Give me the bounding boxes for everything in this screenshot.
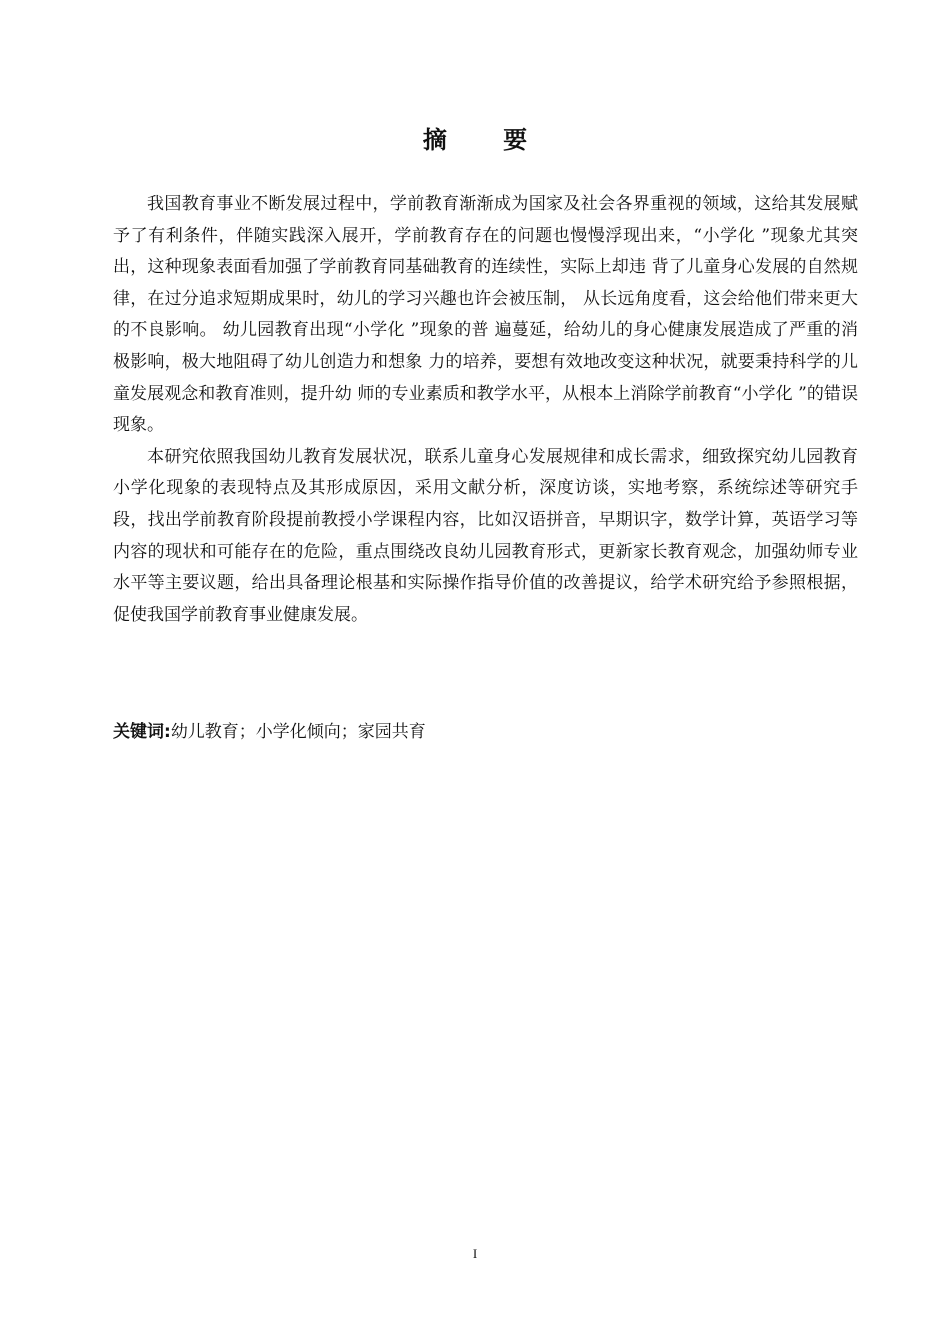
page-number: I xyxy=(472,1246,478,1261)
abstract-body xyxy=(113,189,858,631)
abstract-title: 摘 要 xyxy=(422,126,552,154)
keywords-label: 关键词: xyxy=(113,722,171,742)
abstract-paragraph-2: 本研究依照我国幼儿教育发展状况，联系儿童身心发展规律和成长需求，细致探究幼儿园教育小学化现象的表现特点及其形成原因，采用文献分析，深度访谈，实地考察，系统综述等研究手段，找出学前教育阶段提前教授小学课程内容，比如汉语拼音，早期识字，数学计算，英语学习等内容的现状和可能存在的危险，重点围绕改良幼儿园教育形式，更新家长教育观念，加强幼师专业水平等主要议题，给出具备理论根基和实际操作指导价值的改善提议，给学术研究给予参照根据，促使我国学前教育事业健康发展。 xyxy=(113,446,858,625)
abstract-paragraph-1: 我国教育事业不断发展过程中，学前教育渐渐成为国家及社会各界重视的领域，这给其发展赋予了有利条件，伴随实践深入展开，学前教育存在的问题也慢慢浮现出来，“小学化 ”现象尤其突出，这种现象表面看加强了学前教育同基础教育的连续性，实际上却违 背了儿童身心发展的自然规律，在过分追求短期成果时，幼儿的学习兴趣也许会被压制， 从长远角度看，这会给他们带来更大的不良影响。 幼儿园教育出现“小学化 ”现象的普 遍蔓延，给幼儿的身心健康发展造成了严重的消极影响，极大地阻碍了幼儿创造力和想象 力的培养，要想有效地改变这种状况，就要秉持科学的儿童发展观念和教育准则，提升幼 师的专业素质和教学水平，从根本上消除学前教育“小学化 ”的错误现象。 xyxy=(113,194,858,436)
keywords-line xyxy=(113,718,858,746)
keywords-text: 幼儿教育；小学化倾向；家园共育 xyxy=(170,722,426,742)
